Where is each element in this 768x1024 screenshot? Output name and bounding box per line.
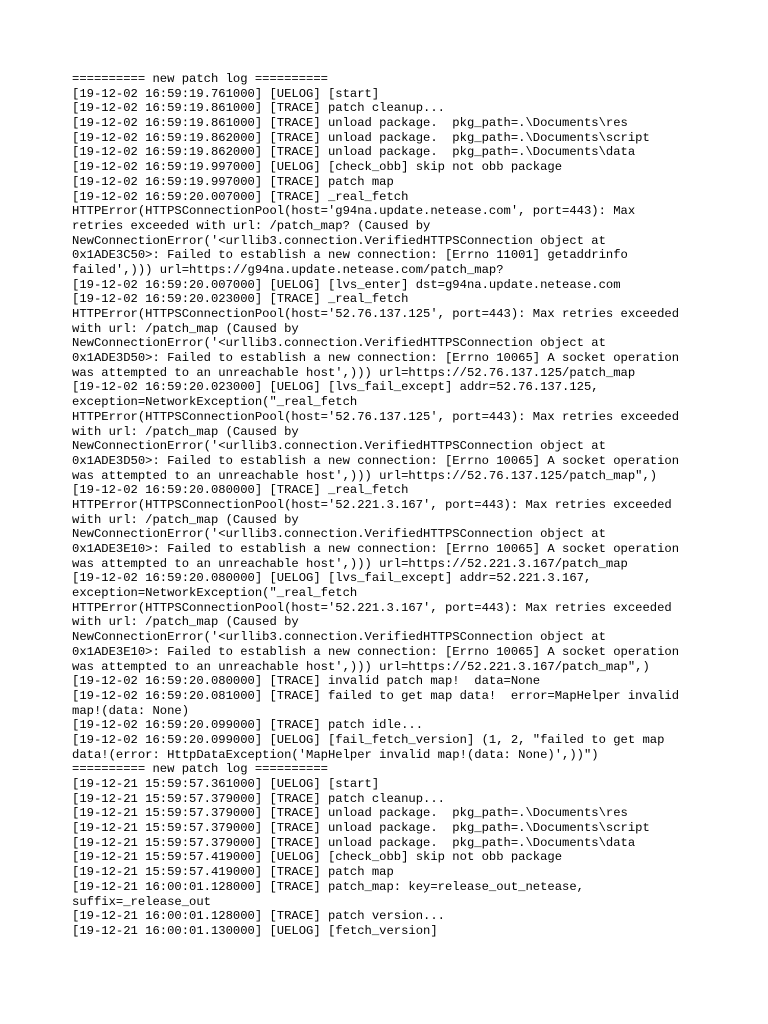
log-line: [19-12-02 16:59:19.862000] [TRACE] unload package. pkg_path=.\Documents\data bbox=[72, 145, 636, 160]
log-line: [19-12-02 16:59:19.997000] [UELOG] [check_obb] skip not obb package bbox=[72, 160, 563, 175]
log-line: retries exceeded with url: /patch_map? (Caused by bbox=[72, 218, 431, 233]
log-line: with url: /patch_map (Caused by bbox=[72, 321, 299, 336]
log-line: 0x1ADE3E10>: Failed to establish a new connection: [Errno 10065] A socket operation bbox=[72, 644, 680, 659]
log-line: 0x1ADE3D50>: Failed to establish a new connection: [Errno 10065] A socket operation bbox=[72, 453, 680, 468]
log-line: failed',))) url=https://g94na.update.netease.com/patch_map? bbox=[72, 262, 504, 277]
log-line: map!(data: None) bbox=[72, 703, 190, 718]
log-line: [19-12-21 15:59:57.419000] [TRACE] patch map bbox=[72, 865, 394, 880]
log-line: ========== new patch log ========== bbox=[72, 72, 328, 86]
log-line: HTTPError(HTTPSConnectionPool(host='52.76.137.125', port=443): Max retries exceeded bbox=[72, 307, 680, 321]
log-line: 0x1ADE3C50>: Failed to establish a new connection: [Errno 11001] getaddrinfo bbox=[72, 248, 628, 263]
log-line: HTTPError(HTTPSConnectionPool(host='g94na.update.netease.com', port=443): Max bbox=[72, 204, 636, 219]
log-line: [19-12-21 15:59:57.419000] [UELOG] [check_obb] skip not obb package bbox=[72, 850, 563, 865]
log-line: HTTPError(HTTPSConnectionPool(host='52.221.3.167', port=443): Max retries exceeded bbox=[72, 497, 672, 512]
log-document bbox=[72, 72, 712, 939]
log-line: exception=NetworkException("_real_fetch bbox=[72, 586, 358, 601]
log-line: [19-12-21 15:59:57.361000] [UELOG] [start] bbox=[72, 777, 380, 791]
log-line: [19-12-02 16:59:19.861000] [TRACE] unload package. pkg_path=.\Documents\res bbox=[72, 116, 628, 131]
log-line: was attempted to an unreachable host',))) url=https://52.76.137.125/patch_map bbox=[72, 365, 636, 380]
log-line: [19-12-02 16:59:20.023000] [UELOG] [lvs_fail_except] addr=52.76.137.125, bbox=[72, 380, 599, 395]
log-line: NewConnectionError('<urllib3.connection.VerifiedHTTPSConnection object at bbox=[72, 527, 606, 542]
log-line: [19-12-02 16:59:20.007000] [UELOG] [lvs_enter] dst=g94na.update.netease.com bbox=[72, 277, 621, 292]
log-line: HTTPError(HTTPSConnectionPool(host='52.76.137.125', port=443): Max retries exceeded bbox=[72, 409, 680, 424]
log-line: [19-12-02 16:59:20.081000] [TRACE] failed to get map data! error=MapHelper invalid bbox=[72, 688, 680, 703]
log-line: [19-12-02 16:59:19.997000] [TRACE] patch map bbox=[72, 174, 394, 189]
log-line: 0x1ADE3D50>: Failed to establish a new connection: [Errno 10065] A socket operation bbox=[72, 351, 680, 366]
log-line: [19-12-21 15:59:57.379000] [TRACE] unload package. pkg_path=.\Documents\script bbox=[72, 821, 650, 836]
log-line: with url: /patch_map (Caused by bbox=[72, 615, 299, 630]
log-line: [19-12-02 16:59:19.861000] [TRACE] patch cleanup... bbox=[72, 101, 445, 116]
log-line: [19-12-21 15:59:57.379000] [TRACE] unload package. pkg_path=.\Documents\data bbox=[72, 835, 636, 850]
log-line: with url: /patch_map (Caused by bbox=[72, 424, 299, 439]
log-line: [19-12-21 16:00:01.130000] [UELOG] [fetch_version] bbox=[72, 923, 438, 938]
log-line: [19-12-21 16:00:01.128000] [TRACE] patch version... bbox=[72, 909, 445, 924]
log-line: was attempted to an unreachable host',))) url=https://52.76.137.125/patch_map",) bbox=[72, 468, 658, 483]
log-line: [19-12-02 16:59:20.099000] [TRACE] patch idle... bbox=[72, 718, 424, 733]
log-line: [19-12-02 16:59:20.007000] [TRACE] _real_fetch bbox=[72, 189, 409, 204]
log-line: [19-12-02 16:59:20.080000] [TRACE] invalid patch map! data=None bbox=[72, 674, 541, 689]
log-line: data!(error: HttpDataException('MapHelper invalid map!(data: None)',))") bbox=[72, 747, 599, 762]
log-line: suffix=_release_out bbox=[72, 894, 211, 909]
log-line: [19-12-02 16:59:20.080000] [UELOG] [lvs_fail_except] addr=52.221.3.167, bbox=[72, 571, 592, 586]
log-line: was attempted to an unreachable host',))) url=https://52.221.3.167/patch_map",) bbox=[72, 659, 650, 674]
log-line: [19-12-21 15:59:57.379000] [TRACE] patch cleanup... bbox=[72, 791, 445, 806]
log-line: [19-12-02 16:59:19.761000] [UELOG] [start] bbox=[72, 86, 380, 101]
log-line: exception=NetworkException("_real_fetch bbox=[72, 395, 358, 410]
log-line: ========== new patch log ========== bbox=[72, 762, 328, 777]
log-line: 0x1ADE3E10>: Failed to establish a new connection: [Errno 10065] A socket operation bbox=[72, 542, 680, 556]
log-line: NewConnectionError('<urllib3.connection.VerifiedHTTPSConnection object at bbox=[72, 630, 606, 645]
log-line: [19-12-02 16:59:20.023000] [TRACE] _real_fetch bbox=[72, 292, 409, 307]
log-line: [19-12-21 16:00:01.128000] [TRACE] patch_map: key=release_out_netease, bbox=[72, 879, 584, 894]
log-line: [19-12-02 16:59:20.080000] [TRACE] _real_fetch bbox=[72, 483, 409, 498]
log-line: NewConnectionError('<urllib3.connection.VerifiedHTTPSConnection object at bbox=[72, 439, 606, 454]
log-line: with url: /patch_map (Caused by bbox=[72, 512, 299, 527]
log-line: [19-12-02 16:59:20.099000] [UELOG] [fail_fetch_version] (1, 2, "failed to get map bbox=[72, 732, 665, 747]
log-line: NewConnectionError('<urllib3.connection.VerifiedHTTPSConnection object at bbox=[72, 336, 606, 351]
log-line: was attempted to an unreachable host',))) url=https://52.221.3.167/patch_map bbox=[72, 556, 628, 571]
log-line: [19-12-02 16:59:19.862000] [TRACE] unload package. pkg_path=.\Documents\script bbox=[72, 130, 650, 145]
log-line: HTTPError(HTTPSConnectionPool(host='52.221.3.167', port=443): Max retries exceeded bbox=[72, 600, 672, 615]
log-line: [19-12-21 15:59:57.379000] [TRACE] unload package. pkg_path=.\Documents\res bbox=[72, 806, 628, 821]
log-line: NewConnectionError('<urllib3.connection.VerifiedHTTPSConnection object at bbox=[72, 233, 606, 248]
